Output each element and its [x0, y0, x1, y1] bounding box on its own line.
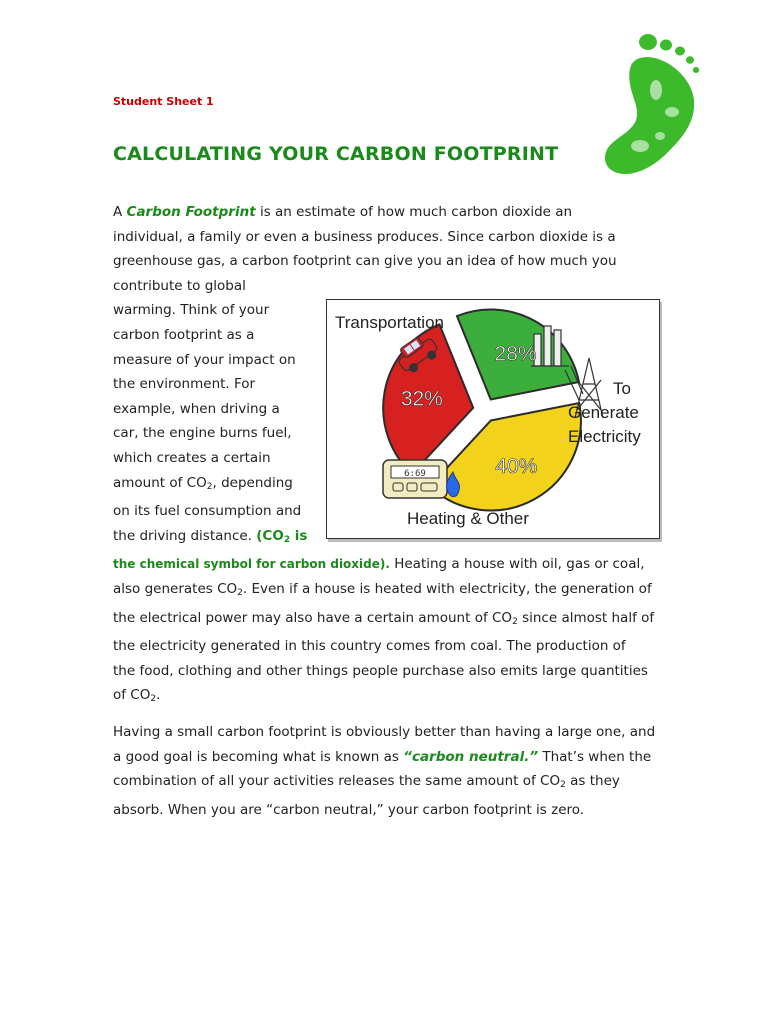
text-line: measure of your impact on	[113, 351, 296, 368]
text-line: contribute to global	[113, 277, 246, 294]
carbon-neutral-paragraph	[113, 720, 655, 822]
footprint-icon	[600, 28, 710, 188]
text-line: A Carbon Footprint is an estimate of how much carbon dioxide an	[113, 204, 573, 220]
electricity-label-2: Generate	[568, 403, 639, 422]
thermostat-display: 6:69	[404, 469, 426, 479]
sheet-label: Student Sheet 1	[113, 95, 214, 108]
carbon-footprint-term: Carbon Footprint	[126, 204, 256, 220]
co2-definition: the chemical symbol for carbon dioxide).	[113, 557, 390, 572]
text-line: car, the engine burns fuel,	[113, 425, 292, 442]
carbon-pie-chart	[326, 299, 660, 539]
text-line: carbon footprint as a	[113, 326, 255, 343]
text-line: the environment. For	[113, 376, 256, 393]
heating-value-label: 32%	[400, 387, 443, 411]
text-line: the chemical symbol for carbon dioxide). Heating a house with oil, gas or coal,	[113, 556, 645, 573]
text-line: a good goal is becoming what is known as “carbon neutral.” That’s when the	[113, 748, 652, 765]
text-line: on its fuel consumption and	[113, 503, 302, 520]
text-line: of $CO_2$.	[113, 687, 161, 705]
pie-chart-svg	[327, 300, 659, 538]
page-title: CALCULATING YOUR CARBON FOOTPRINT	[113, 143, 559, 165]
text-line: Having a small carbon footprint is obviously better than having a large one, and	[113, 724, 656, 740]
text-line: the electrical power may also have a certain amount of $CO_2$ since almost half of	[113, 609, 655, 627]
heating-label: Heating & Other	[407, 509, 529, 528]
carbon-neutral-term: “carbon neutral.”	[403, 748, 539, 765]
text-line: greenhouse gas, a carbon footprint can give you an idea of how much you	[113, 253, 617, 270]
text-line: the driving distance. ($CO_2$ is	[113, 527, 308, 545]
text-line: example, when driving a	[113, 400, 280, 417]
text-line: individual, a family or even a business produces. Since carbon dioxide is a	[113, 228, 616, 245]
text-line: warming. Think of your	[113, 302, 270, 319]
text-line: the food, clothing and other things people purchase also emits large quantities	[113, 662, 648, 679]
transportation-value-label: 28%	[494, 342, 537, 366]
text-line: also generates $CO_2$. Even if a house is heated with electricity, the generation of	[113, 580, 652, 598]
electricity-value-label: 40%	[495, 455, 538, 479]
text-line: absorb. When you are “carbon neutral,” your carbon footprint is zero.	[113, 801, 585, 818]
text-line: amount of $CO_2$, depending	[113, 474, 293, 492]
text-line: which creates a certain	[113, 449, 271, 466]
electricity-label-1: To	[613, 379, 631, 398]
text-line: the electricity generated in this country comes from coal. The production of	[113, 638, 626, 655]
thermostat-icon	[383, 460, 447, 498]
text-line: combination of all your activities releases the same amount of $CO_2$ as they	[113, 773, 620, 791]
electricity-label-3: Electricity	[568, 427, 641, 446]
transportation-label: Transportation	[335, 313, 444, 332]
